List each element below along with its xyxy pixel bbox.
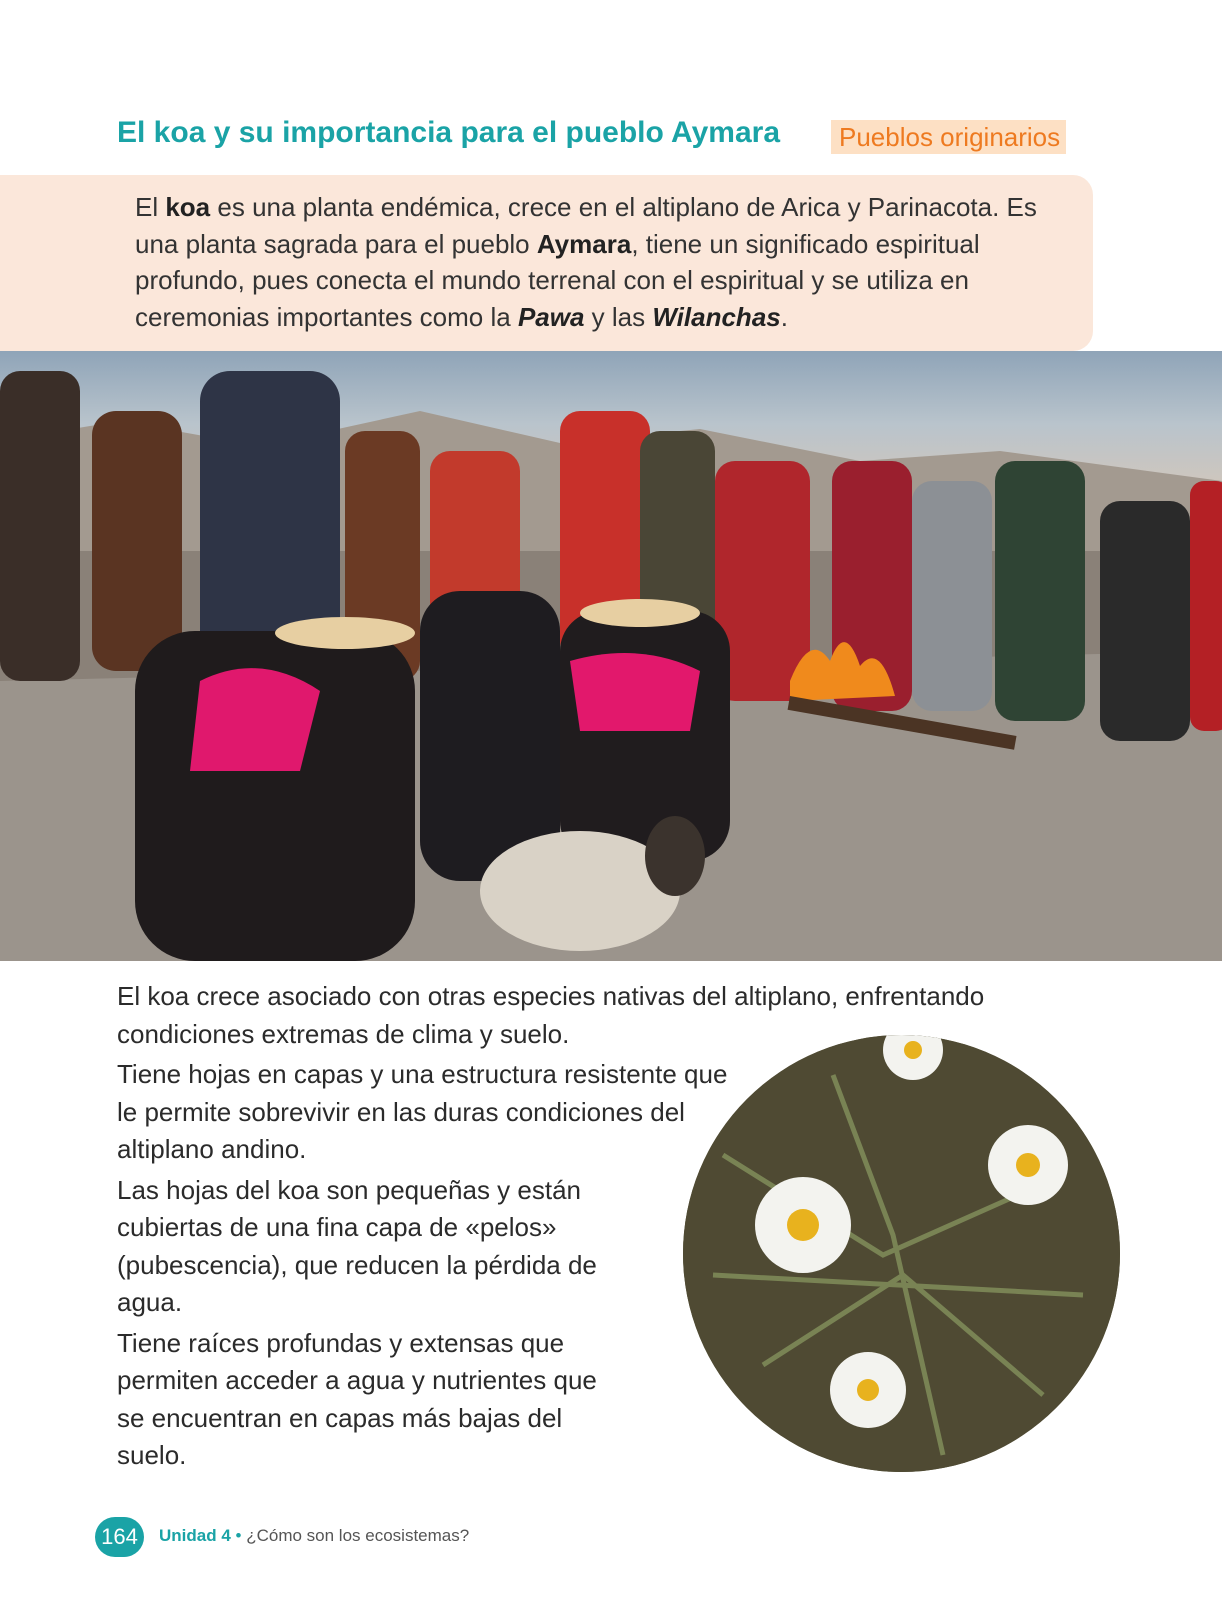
category-badge: Pueblos originarios: [831, 120, 1066, 154]
wilanchas-term: Wilanchas: [652, 301, 781, 332]
footer-separator: •: [235, 1526, 242, 1545]
unit-label: Unidad 4: [159, 1526, 231, 1545]
intro-box: [0, 175, 1093, 351]
page-title: El koa y su importancia para el pueblo Aymara: [117, 116, 781, 149]
body-paragraph-4: Tiene raíces profundas y extensas que permiten acceder a agua y nutrientes que se encuentran en capas más bajas del suelo.: [117, 1327, 597, 1470]
body-paragraph-1: El koa crece asociado con otras especies nativas del altiplano, enfrentando condiciones extremas de clima y suelo.: [117, 981, 985, 1049]
unit-subtitle: ¿Cómo son los ecosistemas?: [246, 1526, 470, 1545]
koa-flower-illustration: [683, 1035, 1120, 1472]
koa-flower-photo: [683, 1035, 1120, 1472]
pawa-term: Pawa: [517, 301, 585, 332]
body-paragraph-3: Las hojas del koa son pequeñas y están cubiertas de una fina capa de «pelos» (pubescencia), que reducen la pérdida de agua.: [117, 1174, 597, 1317]
koa-term: koa: [165, 192, 211, 222]
ceremony-illustration: [0, 351, 1222, 961]
body-paragraph-2: Tiene hojas en capas y una estructura resistente que le permite sobrevivir en las duras condiciones del altiplano andino.: [117, 1059, 728, 1164]
section-header: [117, 112, 1097, 162]
page-number: 164: [95, 1517, 144, 1557]
ceremony-photo: [0, 351, 1222, 961]
footer-caption: [159, 1526, 469, 1546]
aymara-term: Aymara: [536, 228, 632, 259]
intro-paragraph: El koa es una planta endémica, crece en el altiplano de Arica y Parinacota. Es una planta sagrada para el pueblo Aymara, tiene un significado espiritual profundo, pues conecta el mundo terrenal con el espiritual y se utiliza en ceremonias importantes como la Pawa y las Wilanchas.: [135, 192, 1037, 332]
